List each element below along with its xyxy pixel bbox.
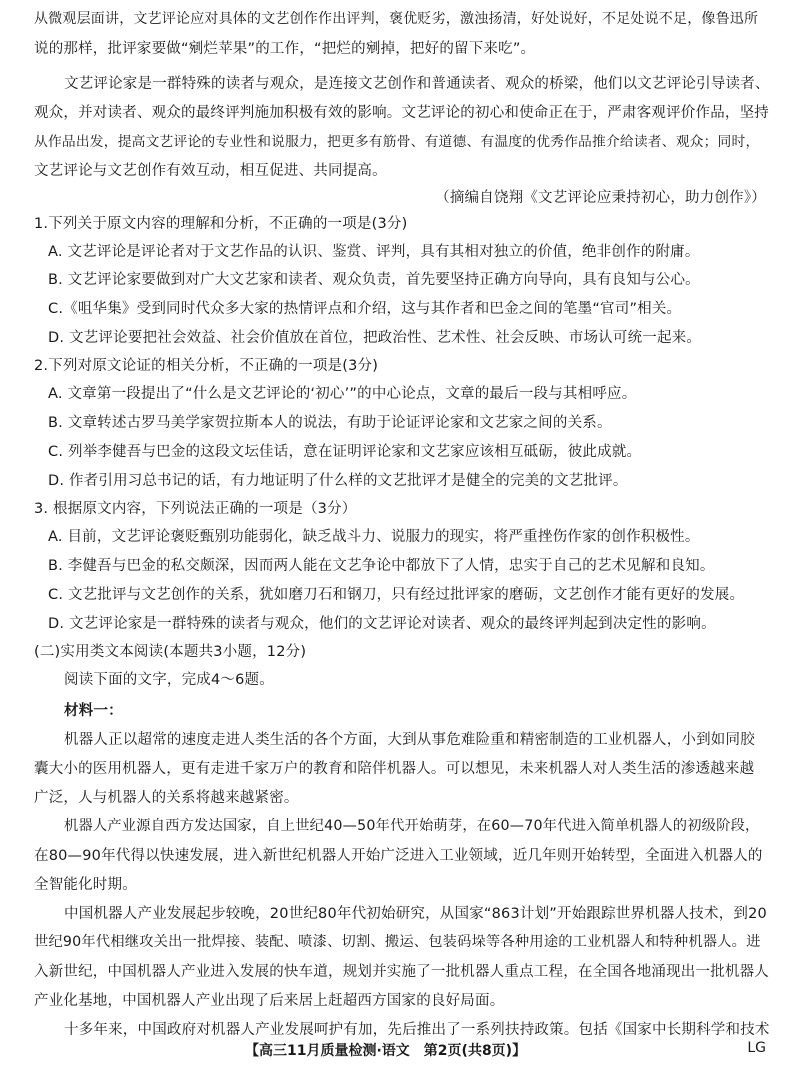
passage-line: 文艺评论家是一群特殊的读者与观众，是连接文艺创作和普通读者、观众的桥梁，他们以文艺评论引导读者、 [64,76,770,92]
passage-line: 观众，并对读者、观众的最终评判施加积极有效的影响。文艺评论的初心和使命正在于，严肃客观评价作品，坚持 [34,105,769,121]
question-option: D. 文艺评论要把社会效益、社会价值放在首位，把政治性、艺术性、社会反映、市场认可统一起来。 [48,330,702,346]
passage-line: 世纪90年代相继攻关出一批焊接、装配、喷漆、切割、搬运、包装码垛等各种用途的工业机器人和特种机器人。进 [34,934,761,950]
question-option: B. 文艺评论家要做到对广大文艺家和读者、观众负责，首先要坚持正确方向导向，具有良知与公心。 [48,272,700,288]
passage-line: 从微观层面讲，文艺评论应对具体的文艺创作作出评判，褒优贬劣，激浊扬清，好处说好，不足处说不足，像鲁迅所 [34,11,759,27]
passage-line: 全智能化时期。 [34,877,137,893]
passage-line: 从作品出发，提高文艺评论的专业性和说服力，把更多有筋骨、有道德、有温度的优秀作品推介给读者、观众；同时， [34,134,760,150]
question-stem: 3. 根据原文内容，下列说法正确的一项是（3分） [34,501,357,517]
passage-line: 中国机器人产业发展起步较晚，20世纪80年代初始研究，从国家“863计划”开始跟踪世界机器人技术，到20 [64,906,767,922]
question-option: A. 文章第一段提出了“什么是文艺评论的‘初心’”的中心论点，文章的最后一段与其相呼应。 [48,386,637,402]
passage-line: 广泛，人与机器人的关系将越来越紧密。 [34,790,299,806]
footer-code: LG [747,1040,766,1056]
passage-line: 入新世纪，中国机器人产业进入发展的快车道，规划并实施了一批机器人重点工程，在全国各地涌现出一批机器人 [34,964,769,980]
question-option: A. 文艺评论是评论者对于文艺作品的认识、鉴赏、评判，具有其相对独立的价值，绝非创作的附庸。 [48,244,700,260]
question-stem: 2.下列对原文论证的相关分析，不正确的一项是(3分) [34,358,379,374]
question-option: D. 文艺评论家是一群特殊的读者与观众，他们的文艺评论对读者、观众的最终评判起到决定性的影响。 [48,616,716,632]
section-heading: (二)实用类文本阅读(本题共3小题，12分) [34,644,307,660]
question-option: B. 李健吾与巴金的私交颇深，因而两人能在文艺争论中都放下了人情，忠实于自己的艺术见解和良知。 [48,558,715,574]
question-option: A. 目前，文艺评论褒贬甄别功能弱化，缺乏战斗力、说服力的现实，将严重挫伤作家的创作积极性。 [48,529,700,545]
passage-line: 机器人产业源自西方发达国家，自上世纪40—50年代开始萌芽，在60—70年代进入简单机器人的初级阶段， [64,818,760,834]
section-instruction: 阅读下面的文字，完成4～6题。 [64,672,274,688]
question-option: C.《咀华集》受到同时代众多大家的热情评点和介绍，这与其作者和巴金之间的笔墨“官司”相关。 [48,301,682,317]
passage-line: 说的那样，批评家要做“剜烂苹果”的工作，“把烂的剜掉，把好的留下来吃”。 [34,41,536,57]
passage-source: （摘编自饶翔《文艺评论应秉持初心，助力创作》） [435,190,766,206]
question-option: C. 文艺批评与文艺创作的关系，犹如磨刀石和钢刀，只有经过批评家的磨砺，文艺创作才能有更好的发展。 [48,587,745,603]
passage-line: 产业化基地，中国机器人产业出现了后来居上赶超西方国家的良好局面。 [34,993,505,1009]
passage-line: 机器人正以超常的速度走进人类生活的各个方面，大到从事危难险重和精密制造的工业机器人，小到如同胶 [64,732,755,748]
passage-line: 在80—90年代得以快速发展，进入新世纪机器人开始广泛进入工业领域，近几年则开始转型，全面进入机器人的 [34,848,763,864]
material-label: 材料一： [64,703,123,719]
question-option: B. 文章转述古罗马美学家贺拉斯本人的说法，有助于论证评论家和文艺家之间的关系。 [48,415,612,431]
passage-line: 囊大小的医用机器人，更有走进千家万户的教育和陪伴机器人。可以想见，未来机器人对人类生活的渗透越来越 [34,761,755,777]
question-option: C. 列举李健吾与巴金的这段文坛佳话，意在证明评论家和文艺家应该相互砥砺，彼此成就。 [48,444,642,460]
question-stem: 1.下列关于原文内容的理解和分析，不正确的一项是(3分) [34,216,408,232]
passage-line: 十多年来，中国政府对机器人产业发展呵护有加，先后推出了一系列扶持政策。包括《国家中长期科学和技术 [64,1022,770,1038]
passage-line: 文艺评论与文艺创作有效互动，相互促进、共同提高。 [34,163,387,179]
footer-title: 【高三11月质量检测·语文 第2页(共8页)】 [245,1043,527,1059]
question-option: D. 作者引用习总书记的话，有力地证明了什么样的文艺批评才是健全的完美的文艺批评。 [48,473,628,489]
